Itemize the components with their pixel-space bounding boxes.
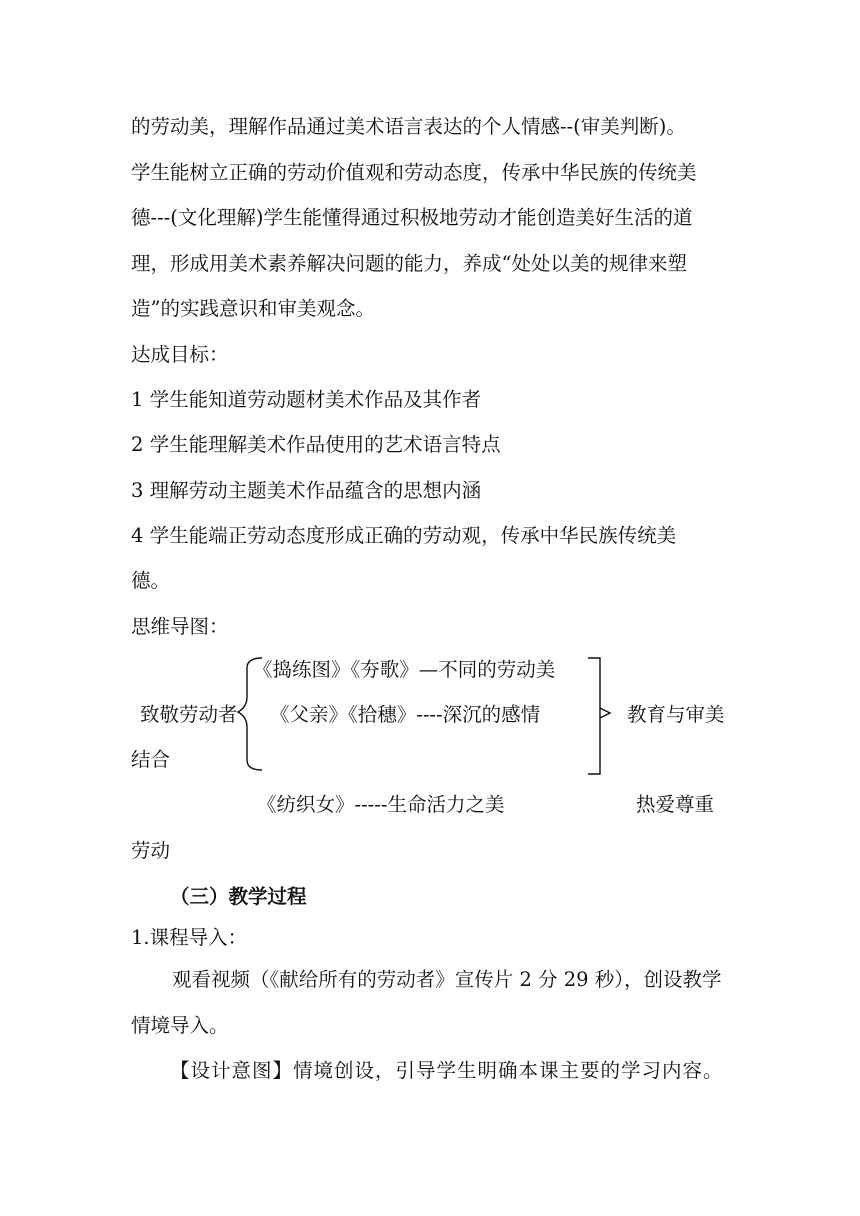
paragraph-line: 观看视频（《献给所有的劳动者》宣传片 2 分 29 秒），创设教学 [172,968,722,991]
mindmap-branch-1: 《捣练图》《夯歌》—不同的劳动美 [253,658,556,681]
goal-item-4-cont: 德。 [131,569,171,592]
mindmap-result-1-cont: 结合 [131,748,171,771]
mindmap-branch-2: 《父亲》《拾穗》----深沉的感情 [270,703,541,726]
goal-item-3: 3 理解劳动主题美术作品蕴含的思想内涵 [131,479,482,502]
step-title: 1.课程导入： [131,926,248,949]
mindmap-heading: 思维导图： [131,615,229,638]
goal-item-2: 2 学生能理解美术作品使用的艺术语言特点 [131,433,501,456]
goal-item-4: 4 学生能端正劳动态度形成正确的劳动观，传承中华民族传统美 [131,524,677,547]
mindmap-branch-3: 《纺织女》-----生命活力之美 [257,793,505,816]
section-title: （三）教学过程 [170,885,307,908]
paragraph-line: 德---(文化理解)学生能懂得通过积极地劳动才能创造美好生活的道 [131,206,693,229]
paragraph-line: 的劳动美，理解作品通过美术语言表达的个人情感--(审美判断)。 [131,115,686,138]
goals-heading: 达成目标： [131,343,229,366]
design-intent: 【设计意图】情境创设，引导学生明确本课主要的学习内容。 [170,1059,724,1082]
mindmap-result-1: 教育与审美 [627,703,725,726]
paragraph-line: 学生能树立正确的劳动价值观和劳动态度，传承中华民族的传统美 [131,161,697,184]
goal-item-1: 1 学生能知道劳动题材美术作品及其作者 [131,388,482,411]
paragraph-line: 造”的实践意识和审美观念。 [131,297,375,320]
mindmap-center: 致敬劳动者 [140,703,238,726]
paragraph-line: 理，形成用美术素养解决问题的能力，养成“处处以美的规律来塑 [131,252,687,275]
right-bracket [588,658,600,774]
mindmap-result-2-cont: 劳动 [131,839,171,862]
paragraph-line: 情境导入。 [131,1014,229,1037]
mindmap-result-2: 热爱尊重 [636,793,715,816]
arrow-tip [600,708,610,718]
